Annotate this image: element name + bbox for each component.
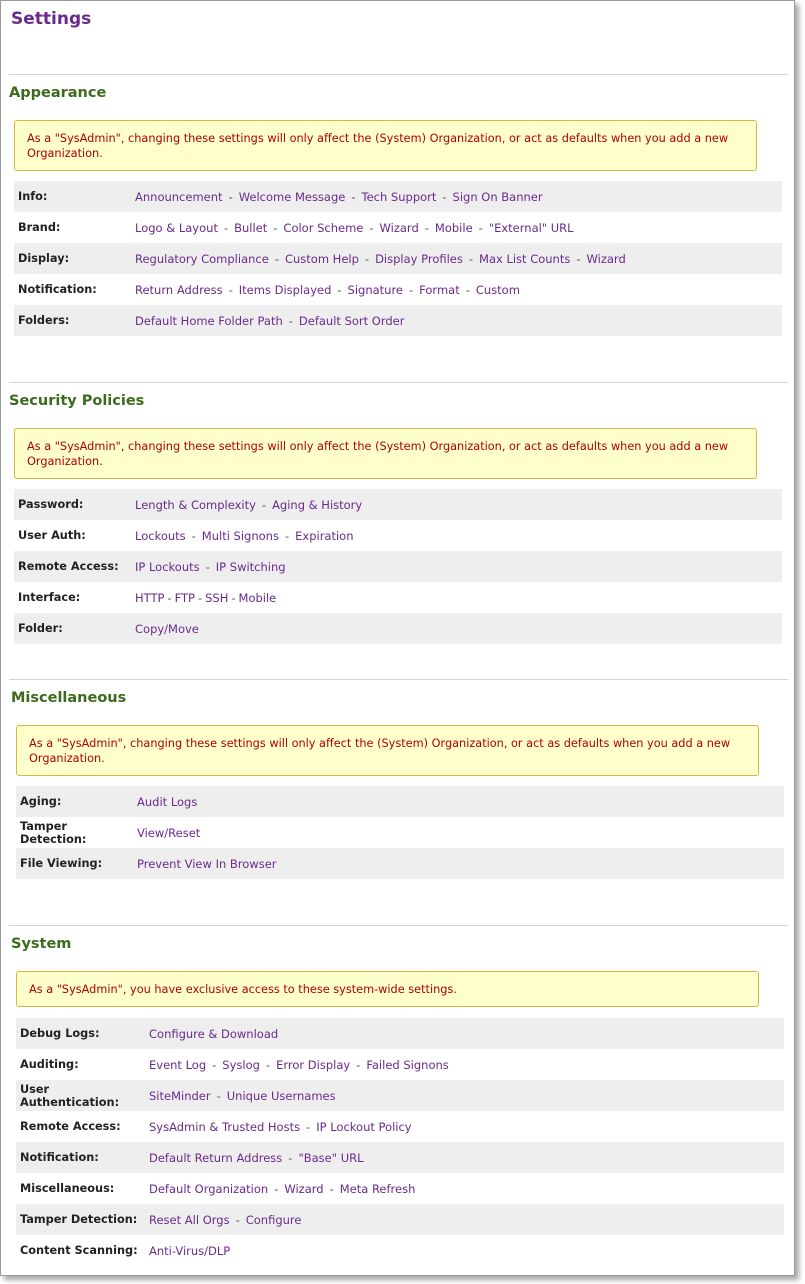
link-separator: - [468,251,474,266]
link-announcement[interactable]: Announcement [135,189,223,204]
link-ip-lockout-policy[interactable]: IP Lockout Policy [316,1119,412,1134]
link-wizard[interactable]: Wizard [379,220,419,235]
link-separator: - [274,1181,279,1196]
section-title: Miscellaneous [11,690,127,706]
link-mobile[interactable]: Mobile [238,590,277,605]
link-default-home-folder-path[interactable]: Default Home Folder Path [135,313,283,328]
link-custom-help[interactable]: Custom Help [284,251,359,266]
link-separator: - [465,282,470,297]
link-length-complexity[interactable]: Length & Complexity [135,497,256,512]
sysadmin-notice: As a "SysAdmin", you have exclusive access to these system-wide settings. [16,971,759,1007]
settings-row-tamper-detection [16,1204,784,1235]
link-sysadmin-trusted-hosts[interactable]: SysAdmin & Trusted Hosts [149,1119,301,1134]
link-copy-move[interactable]: Copy/Move [135,621,199,636]
link-separator: - [351,189,356,204]
settings-rows [14,489,782,644]
link-separator: - [576,251,581,266]
settings-row-auditing [16,1049,784,1080]
settings-row-aging [16,786,784,817]
settings-rows [16,786,784,879]
row-label: File Viewing: [20,857,103,870]
section-title: Security Policies [9,393,145,409]
row-label: Aging: [20,795,62,808]
row-links [149,1151,364,1165]
settings-row-notification [14,274,782,305]
row-label: Remote Access: [18,560,119,573]
settings-row-brand [14,212,782,243]
link-wizard[interactable]: Wizard [284,1181,324,1196]
link-error-display[interactable]: Error Display [276,1057,351,1072]
link-anti-virus-dlp[interactable]: Anti-Virus/DLP [149,1243,231,1258]
link-event-log[interactable]: Event Log [149,1057,207,1072]
row-links [135,591,276,605]
link-syslog[interactable]: Syslog [222,1057,260,1072]
link-separator: - [228,282,233,297]
link-separator: - [265,1057,271,1072]
link-display-profiles[interactable]: Display Profiles [375,251,463,266]
row-label: Brand: [18,221,61,234]
row-links [135,560,286,574]
link-separator: - [409,282,414,297]
row-links [137,795,197,809]
settings-row-folder [14,613,782,644]
link-wizard[interactable]: Wizard [586,251,626,266]
row-links [135,283,520,297]
settings-row-user-auth [14,520,782,551]
link-bullet[interactable]: Bullet [234,220,268,235]
settings-row-display [14,243,782,274]
link-multi-signons[interactable]: Multi Signons [201,528,279,543]
link-separator: - [364,251,370,266]
row-links [135,529,354,543]
row-links [149,1120,412,1134]
link-format[interactable]: Format [419,282,460,297]
link-mobile[interactable]: Mobile [434,220,473,235]
section-divider [9,382,788,383]
row-label: Miscellaneous: [20,1182,115,1195]
link-separator: - [228,189,233,204]
link-custom[interactable]: Custom [475,282,520,297]
row-links [135,221,574,235]
row-label: Auditing: [20,1058,79,1071]
settings-row-miscellaneous [16,1173,784,1204]
link-separator: - [337,282,342,297]
row-label: Debug Logs: [20,1027,100,1040]
link-meta-refresh[interactable]: Meta Refresh [339,1181,416,1196]
section-divider [9,679,788,680]
row-links [149,1027,278,1041]
link-separator: - [284,528,290,543]
row-links [149,1182,415,1196]
section-title: System [11,936,72,952]
settings-row-tamper-detection [16,817,784,848]
link-separator: - [212,1057,217,1072]
settings-row-interface [14,582,782,613]
link-aging-history[interactable]: Aging & History [272,497,363,512]
link-separator: - [478,220,483,235]
link-lockouts[interactable]: Lockouts [135,528,186,543]
link-view-reset[interactable]: View/Reset [137,825,201,840]
link-ip-switching[interactable]: IP Switching [215,559,286,574]
link-prevent-view-in-browser[interactable]: Prevent View In Browser [137,856,277,871]
row-links [149,1244,230,1258]
row-label: Notification: [20,1151,99,1164]
link-separator: - [288,1150,293,1165]
link-separator: - [329,1181,334,1196]
link-separator: - [273,220,278,235]
row-links [137,857,277,871]
settings-row-debug-logs [16,1018,784,1049]
settings-row-file-viewing [16,848,784,879]
row-label: Tamper Detection: [20,819,87,846]
row-links [149,1058,449,1072]
link-regulatory-compliance[interactable]: Regulatory Compliance [135,251,269,266]
link-separator: - [167,590,172,605]
link-base-url[interactable]: "Base" URL [298,1150,364,1165]
row-label: User Authentication: [20,1082,120,1109]
row-links [149,1089,336,1103]
link-tech-support[interactable]: Tech Support [361,189,437,204]
sysadmin-notice: As a "SysAdmin", changing these settings will only affect the (System) Organization, or act as defaults when you add a new Organization. [16,725,759,776]
row-label: Folder: [18,622,63,635]
link-separator: - [223,220,229,235]
link-separator: - [235,1212,240,1227]
row-links [135,314,405,328]
link-separator: - [356,1057,361,1072]
section-title: Appearance [9,85,107,101]
link-separator: - [288,313,293,328]
link-separator: - [369,220,374,235]
row-links [135,498,362,512]
row-links [135,190,543,204]
row-label: Interface: [18,591,81,604]
link-configure[interactable]: Configure [245,1212,302,1227]
link-reset-all-orgs[interactable]: Reset All Orgs [149,1212,230,1227]
link-default-sort-order[interactable]: Default Sort Order [298,313,405,328]
page-title: Settings [11,9,92,29]
link-expiration[interactable]: Expiration [295,528,354,543]
link-separator: - [306,1119,311,1134]
row-label: Folders: [18,314,70,327]
link-separator: - [216,1088,221,1103]
link-separator: - [191,528,196,543]
link-separator: - [424,220,429,235]
link-separator: - [197,590,203,605]
link-default-organization[interactable]: Default Organization [149,1181,269,1196]
settings-row-remote-access [14,551,782,582]
row-label: Tamper Detection: [20,1213,138,1226]
link-separator: - [205,559,210,574]
sysadmin-notice: As a "SysAdmin", changing these settings will only affect the (System) Organization, or act as defaults when you add a new Organization. [14,428,757,479]
row-label: Display: [18,252,70,265]
settings-row-user-authentication [16,1080,784,1111]
link-http[interactable]: HTTP [135,590,165,605]
link-ip-lockouts[interactable]: IP Lockouts [135,559,200,574]
settings-rows [16,1018,784,1266]
link-sign-on-banner[interactable]: Sign On Banner [452,189,543,204]
link-items-displayed[interactable]: Items Displayed [238,282,332,297]
link-audit-logs[interactable]: Audit Logs [137,794,198,809]
link-color-scheme[interactable]: Color Scheme [283,220,364,235]
row-label: Notification: [18,283,97,296]
link-signature[interactable]: Signature [347,282,404,297]
row-label: User Auth: [18,529,86,542]
link-separator: - [231,590,236,605]
link-logo-layout[interactable]: Logo & Layout [135,220,218,235]
link-separator: - [442,189,447,204]
link-welcome-message[interactable]: Welcome Message [238,189,346,204]
link-failed-signons[interactable]: Failed Signons [366,1057,449,1072]
link-separator: - [274,251,279,266]
settings-row-folders [14,305,782,336]
settings-rows [14,181,782,336]
link-siteminder[interactable]: SiteMinder [149,1088,211,1103]
settings-row-remote-access [16,1111,784,1142]
row-label: Content Scanning: [20,1244,138,1257]
link-external-url[interactable]: "External" URL [488,220,574,235]
link-ftp[interactable]: FTP [174,590,195,605]
row-label: Password: [18,498,84,511]
link-configure-download[interactable]: Configure & Download [149,1026,279,1041]
settings-row-content-scanning [16,1235,784,1266]
row-links [137,826,200,840]
settings-row-info [14,181,782,212]
link-default-return-address[interactable]: Default Return Address [149,1150,283,1165]
sysadmin-notice: As a "SysAdmin", changing these settings will only affect the (System) Organization, or act as defaults when you add a new Organization. [14,120,757,171]
section-divider [9,74,788,75]
link-unique-usernames[interactable]: Unique Usernames [226,1088,336,1103]
section-divider [9,925,788,926]
row-links [135,252,626,266]
settings-row-notification [16,1142,784,1173]
row-links [149,1213,301,1227]
link-separator: - [261,497,267,512]
settings-row-password [14,489,782,520]
link-return-address[interactable]: Return Address [135,282,223,297]
row-links [135,622,199,636]
row-label: Info: [18,190,48,203]
link-max-list-counts[interactable]: Max List Counts [479,251,571,266]
row-label: Remote Access: [20,1120,121,1133]
link-ssh[interactable]: SSH [205,590,229,605]
